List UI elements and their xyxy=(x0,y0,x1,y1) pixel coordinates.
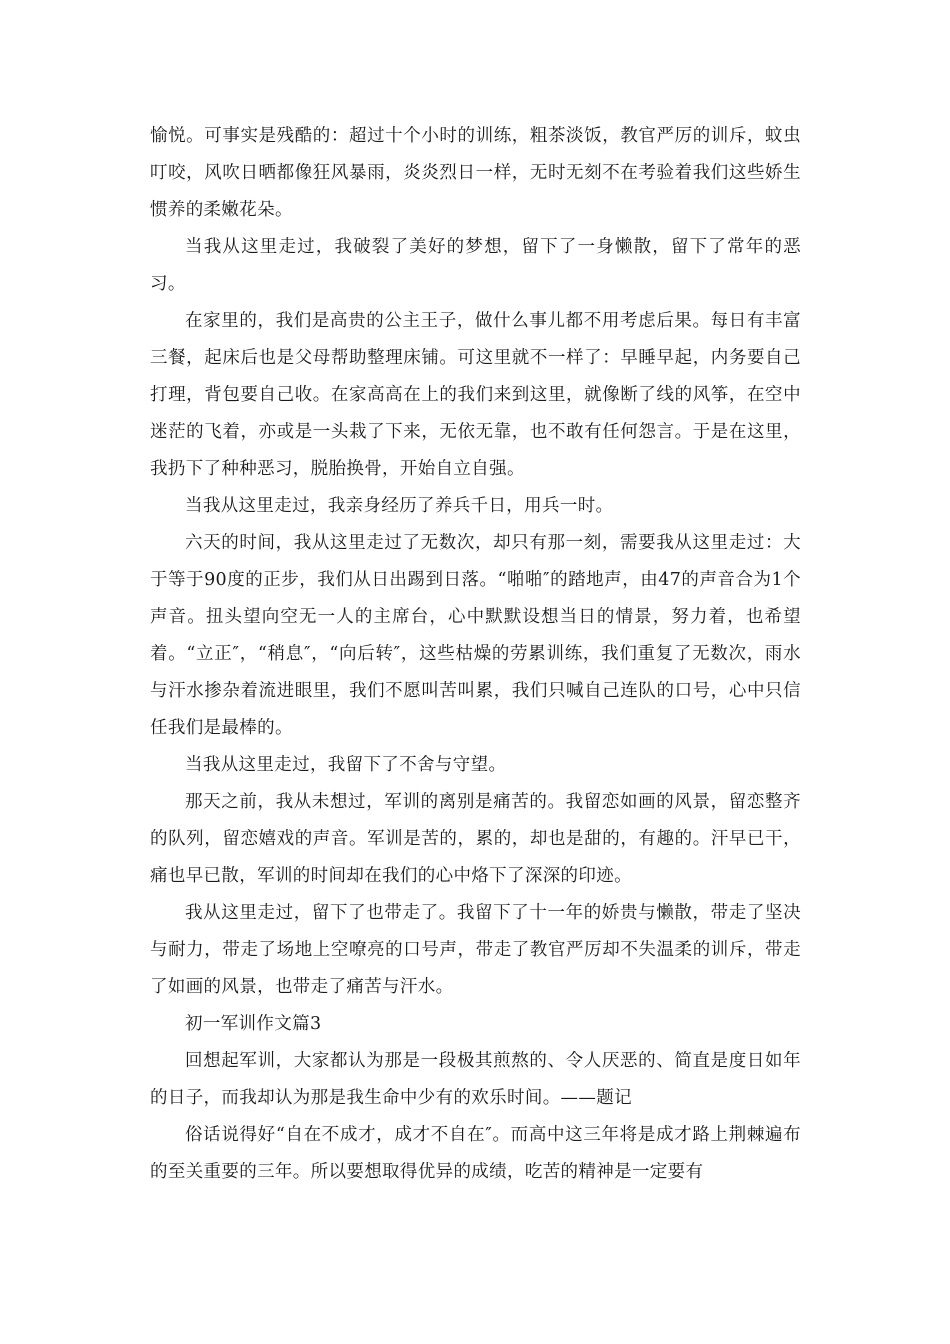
paragraph: 那天之前，我从未想过，军训的离别是痛苦的。我留恋如画的风景，留恋整齐的队列，留恋嬉戏的声音。军训是苦的，累的，却也是甜的，有趣的。汗早已干，痛也早已散，军训的时间却在我们的心中烙下了深深的印迹。 xyxy=(150,792,801,886)
paragraph-continued: 愉悦。可事实是残酷的：超过十个小时的训练，粗茶淡饭，教官严厉的训斥，蚊虫叮咬，风吹日晒都像狂风暴雨，炎炎烈日一样，无时无刻不在考验着我们这些娇生惯养的柔嫩花朵。 xyxy=(150,126,801,220)
paragraph: 六天的时间，我从这里走过了无数次，却只有那一刻，需要我从这里走过：大于等于90度的正步，我们从日出踢到日落。“啪啪″的踏地声，由47的声音合为1个声音。扭头望向空无一人的主席台，心中默默设想当日的情景，努力着，也希望着。“立正″，“稍息″，“向后转″，这些枯燥的劳累训练，我们重复了无数次，雨水与汗水掺杂着流进眼里，我们不愿叫苦叫累，我们只喊自己连队的口号，心中只信任我们是最棒的。 xyxy=(150,533,801,738)
paragraph: 在家里的，我们是高贵的公主王子，做什么事儿都不用考虑后果。每日有丰富三餐，起床后也是父母帮助整理床铺。可这里就不一样了：早睡早起，内务要自己打理，背包要自己收。在家高高在上的我们来到这里，就像断了线的风筝，在空中迷茫的飞着，亦或是一头栽了下来，无依无靠，也不敢有任何怨言。于是在这里，我扔下了种种恶习，脱胎换骨，开始自立自强。 xyxy=(150,311,801,479)
section-heading: 初一军训作文篇3 xyxy=(185,1014,322,1034)
paragraph: 当我从这里走过，我亲身经历了养兵千日，用兵一时。 xyxy=(185,496,614,516)
document-body xyxy=(150,118,801,1191)
paragraph: 俗话说得好“自在不成才，成才不自在″。而高中这三年将是成才路上荆棘遍布的至关重要的三年。所以要想取得优异的成绩，吃苦的精神是一定要有 xyxy=(150,1125,801,1182)
paragraph: 回想起军训，大家都认为那是一段极其煎熬的、令人厌恶的、简直是度日如年的日子，而我却认为那是我生命中少有的欢乐时间。——题记 xyxy=(150,1051,801,1108)
paragraph: 我从这里走过，留下了也带走了。我留下了十一年的娇贵与懒散，带走了坚决与耐力，带走了场地上空嘹亮的口号声，带走了教官严厉却不失温柔的训斥，带走了如画的风景，也带走了痛苦与汗水。 xyxy=(150,903,801,997)
paragraph: 当我从这里走过，我留下了不舍与守望。 xyxy=(185,755,507,775)
paragraph: 当我从这里走过，我破裂了美好的梦想，留下了一身懒散，留下了常年的恶习。 xyxy=(150,237,801,294)
